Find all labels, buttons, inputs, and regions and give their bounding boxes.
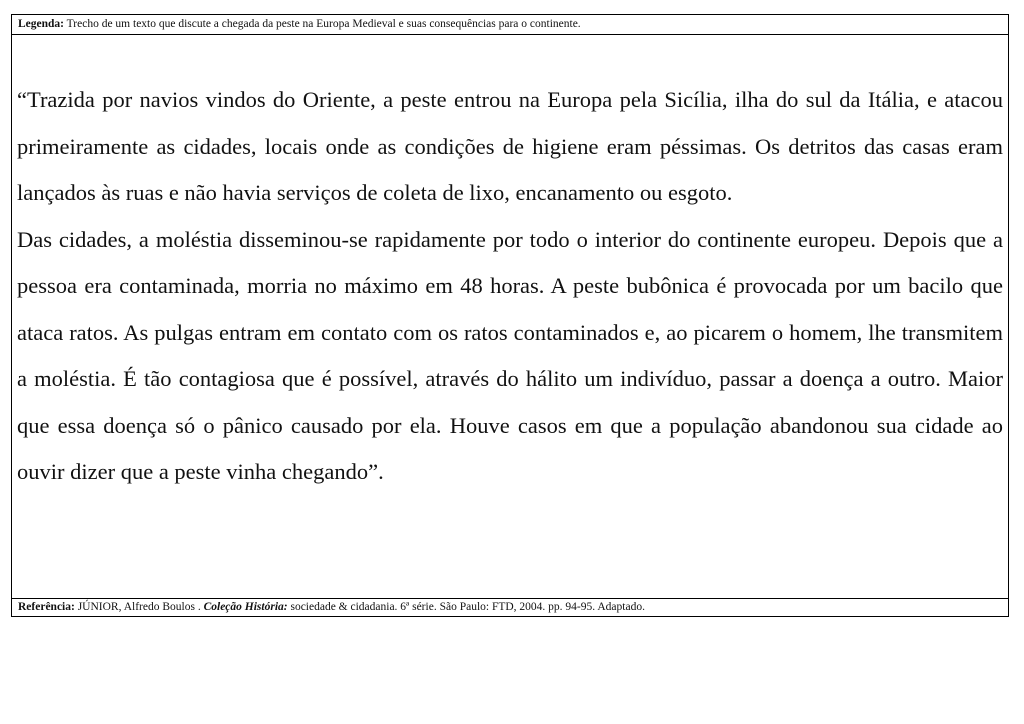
caption-row <box>12 15 1008 35</box>
paragraph-2: Das cidades, a moléstia disseminou-se rapidamente por todo o interior do continente europeu. Depois que a pessoa era contaminada, morria no máximo em 48 horas. A peste bubônica é provocada por um bacilo que ataca ratos. As pulgas entram em contato com os ratos contaminados e, ao picarem o homem, lhe transmitem a moléstia. É tão contagiosa que é possível, através do hálito um indivíduo, passar a doença a outro. Maior que essa doença só o pânico causado por ela. Houve casos em que a população abandonou sua cidade ao ouvir dizer que a peste vinha chegando”. <box>17 226 1003 484</box>
reference-details: sociedade & cidadania. 6ª série. São Paulo: FTD, 2004. pp. 94-95. Adaptado. <box>287 601 645 613</box>
reference-title: Coleção História: <box>203 601 288 613</box>
text-frame <box>11 14 1009 617</box>
reference-row <box>12 598 1008 616</box>
reference-author: JÚNIOR, Alfredo Boulos . <box>74 601 204 613</box>
paragraph-1: “Trazida por navios vindos do Oriente, a peste entrou na Europa pela Sicília, ilha do sul da Itália, e atacou primeiramente as cidades, locais onde as condições de higiene eram péssimas. Os detritos das casas eram lançados às ruas e não havia serviços de coleta de lixo, encanamento ou esgoto. <box>17 87 1003 205</box>
caption-text: Trecho de um texto que discute a chegada da peste na Europa Medieval e suas consequências para o continente. <box>64 18 581 30</box>
reference-label: Referência: <box>18 601 75 613</box>
caption-label: Legenda: <box>18 18 64 30</box>
quoted-text <box>17 77 1003 496</box>
